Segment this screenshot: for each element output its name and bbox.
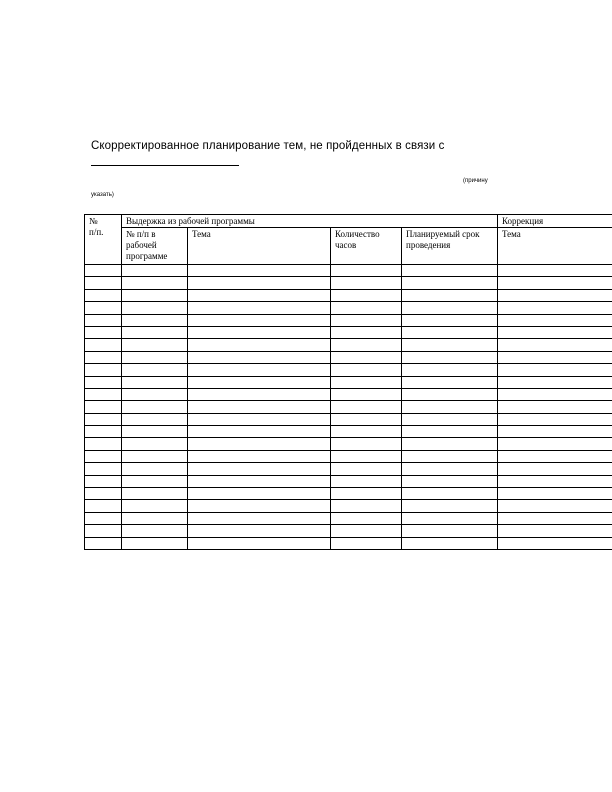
table-cell — [498, 314, 612, 326]
table-cell — [85, 314, 122, 326]
table-cell — [498, 351, 612, 363]
table-row — [85, 376, 612, 388]
table-cell — [331, 500, 402, 512]
table-cell — [402, 339, 498, 351]
table-cell — [85, 364, 122, 376]
table-cell — [331, 401, 402, 413]
table-cell — [498, 277, 612, 289]
table-cell — [331, 364, 402, 376]
table-cell — [402, 265, 498, 277]
table-row — [85, 450, 612, 462]
table-cell — [85, 512, 122, 524]
table-cell — [122, 488, 188, 500]
table-cell — [402, 413, 498, 425]
table-cell — [122, 525, 188, 537]
table-cell — [498, 438, 612, 450]
table-cell — [188, 426, 331, 438]
table-cell — [498, 500, 612, 512]
table-cell — [85, 525, 122, 537]
table-cell — [122, 277, 188, 289]
table-cell — [498, 326, 612, 338]
table-row — [85, 388, 612, 400]
table-cell — [498, 302, 612, 314]
table-row — [85, 475, 612, 487]
table-cell — [498, 401, 612, 413]
reason-hint-continued: указать) — [91, 192, 114, 198]
table-cell — [498, 265, 612, 277]
table-cell — [188, 376, 331, 388]
table-cell — [402, 525, 498, 537]
table-cell — [188, 537, 331, 549]
table-cell — [85, 475, 122, 487]
table-cell — [498, 426, 612, 438]
table-cell — [331, 438, 402, 450]
table-cell — [85, 277, 122, 289]
table-cell — [85, 438, 122, 450]
header-cell-program-excerpt: Выдержка из рабочей программы — [122, 215, 498, 228]
table-cell — [331, 339, 402, 351]
table-row — [85, 413, 612, 425]
table-cell — [85, 450, 122, 462]
table-cell — [188, 289, 331, 301]
table-cell — [188, 326, 331, 338]
table-cell — [122, 339, 188, 351]
table-cell — [85, 401, 122, 413]
reason-hint: (причину — [463, 178, 488, 184]
table-row — [85, 314, 612, 326]
table-row — [85, 265, 612, 277]
table-cell — [122, 438, 188, 450]
table-cell — [402, 277, 498, 289]
table-cell — [85, 376, 122, 388]
table-cell — [402, 463, 498, 475]
table-row — [85, 426, 612, 438]
table-cell — [122, 364, 188, 376]
table-cell — [498, 475, 612, 487]
table-cell — [498, 525, 612, 537]
table-cell — [331, 450, 402, 462]
table-cell — [402, 475, 498, 487]
table-cell — [85, 537, 122, 549]
table-cell — [402, 314, 498, 326]
table-cell — [402, 426, 498, 438]
table-cell — [402, 537, 498, 549]
table-cell — [188, 364, 331, 376]
table-cell — [498, 450, 612, 462]
table-cell — [85, 463, 122, 475]
document-title: Скорректированное планирование тем, не пройденных в связи с — [91, 140, 445, 152]
table-row — [85, 364, 612, 376]
table-cell — [85, 339, 122, 351]
header-cell-number — [85, 215, 122, 265]
header-number-abbrev: п/п. — [89, 227, 104, 237]
table-cell — [122, 512, 188, 524]
table-row — [85, 463, 612, 475]
header-cell-correction-topic: Тема — [498, 228, 612, 265]
table-cell — [331, 512, 402, 524]
table-cell — [498, 413, 612, 425]
table-cell — [498, 376, 612, 388]
table-cell — [188, 401, 331, 413]
table-row — [85, 438, 612, 450]
table-cell — [188, 388, 331, 400]
table-row — [85, 302, 612, 314]
table-cell — [122, 426, 188, 438]
header-cell-correction: Коррекция — [498, 215, 612, 228]
table-row — [85, 339, 612, 351]
table-cell — [402, 364, 498, 376]
table-cell — [331, 376, 402, 388]
table-cell — [122, 401, 188, 413]
table-cell — [122, 413, 188, 425]
table-cell — [331, 289, 402, 301]
table-cell — [331, 488, 402, 500]
table-cell — [402, 351, 498, 363]
table-cell — [188, 525, 331, 537]
table-cell — [188, 500, 331, 512]
table-row — [85, 525, 612, 537]
header-row-groups — [85, 215, 612, 228]
table-cell — [85, 351, 122, 363]
table-cell — [498, 537, 612, 549]
header-cell-topic: Тема — [188, 228, 331, 265]
table-cell — [331, 463, 402, 475]
table-cell — [188, 265, 331, 277]
table-cell — [498, 364, 612, 376]
table-cell — [402, 388, 498, 400]
table-cell — [85, 388, 122, 400]
table-cell — [498, 339, 612, 351]
table-cell — [331, 351, 402, 363]
table-cell — [122, 537, 188, 549]
table-cell — [188, 413, 331, 425]
table-cell — [188, 463, 331, 475]
table-cell — [122, 388, 188, 400]
table-row — [85, 500, 612, 512]
table-cell — [331, 277, 402, 289]
table-cell — [85, 413, 122, 425]
table-cell — [402, 302, 498, 314]
table-cell — [85, 326, 122, 338]
header-cell-hours: Количество часов — [331, 228, 402, 265]
table-cell — [498, 289, 612, 301]
table-cell — [122, 326, 188, 338]
table-cell — [85, 488, 122, 500]
table-cell — [85, 289, 122, 301]
table-cell — [188, 450, 331, 462]
table-cell — [122, 289, 188, 301]
table-cell — [85, 302, 122, 314]
table-cell — [331, 302, 402, 314]
table-cell — [85, 265, 122, 277]
table-cell — [331, 326, 402, 338]
table-cell — [188, 438, 331, 450]
table-cell — [122, 500, 188, 512]
table-cell — [188, 339, 331, 351]
table-cell — [85, 426, 122, 438]
table-cell — [188, 314, 331, 326]
table-cell — [188, 277, 331, 289]
table-cell — [402, 289, 498, 301]
table-cell — [122, 265, 188, 277]
table-row — [85, 326, 612, 338]
table-row — [85, 277, 612, 289]
table-cell — [331, 537, 402, 549]
table-row — [85, 488, 612, 500]
table-cell — [402, 376, 498, 388]
planning-table — [84, 214, 612, 550]
table-row — [85, 351, 612, 363]
table-cell — [402, 500, 498, 512]
table-cell — [122, 302, 188, 314]
table-cell — [331, 525, 402, 537]
table-cell — [122, 450, 188, 462]
table-cell — [188, 488, 331, 500]
table-cell — [188, 351, 331, 363]
table-cell — [331, 475, 402, 487]
table-cell — [331, 426, 402, 438]
table-cell — [188, 475, 331, 487]
header-row-columns — [85, 228, 612, 265]
table-cell — [402, 438, 498, 450]
table-cell — [331, 265, 402, 277]
table-cell — [188, 302, 331, 314]
table-cell — [402, 512, 498, 524]
header-cell-planned-date: Планируемый срок проведения — [402, 228, 498, 265]
header-cell-program-number: № п/п в рабочей программе — [122, 228, 188, 265]
table-cell — [331, 388, 402, 400]
table-row — [85, 401, 612, 413]
table-cell — [122, 463, 188, 475]
table-cell — [122, 475, 188, 487]
table-cell — [85, 500, 122, 512]
table-cell — [402, 450, 498, 462]
table-cell — [402, 488, 498, 500]
table-cell — [122, 351, 188, 363]
table-cell — [188, 512, 331, 524]
table-cell — [498, 463, 612, 475]
table-cell — [331, 413, 402, 425]
table-cell — [122, 376, 188, 388]
table-row — [85, 537, 612, 549]
table-row — [85, 289, 612, 301]
table-cell — [498, 488, 612, 500]
header-number-symbol: № — [89, 216, 98, 226]
table-cell — [402, 326, 498, 338]
table-cell — [331, 314, 402, 326]
table-cell — [498, 388, 612, 400]
table-row — [85, 512, 612, 524]
table-cell — [122, 314, 188, 326]
table-cell — [498, 512, 612, 524]
reason-blank-line — [91, 165, 239, 166]
table-cell — [402, 401, 498, 413]
